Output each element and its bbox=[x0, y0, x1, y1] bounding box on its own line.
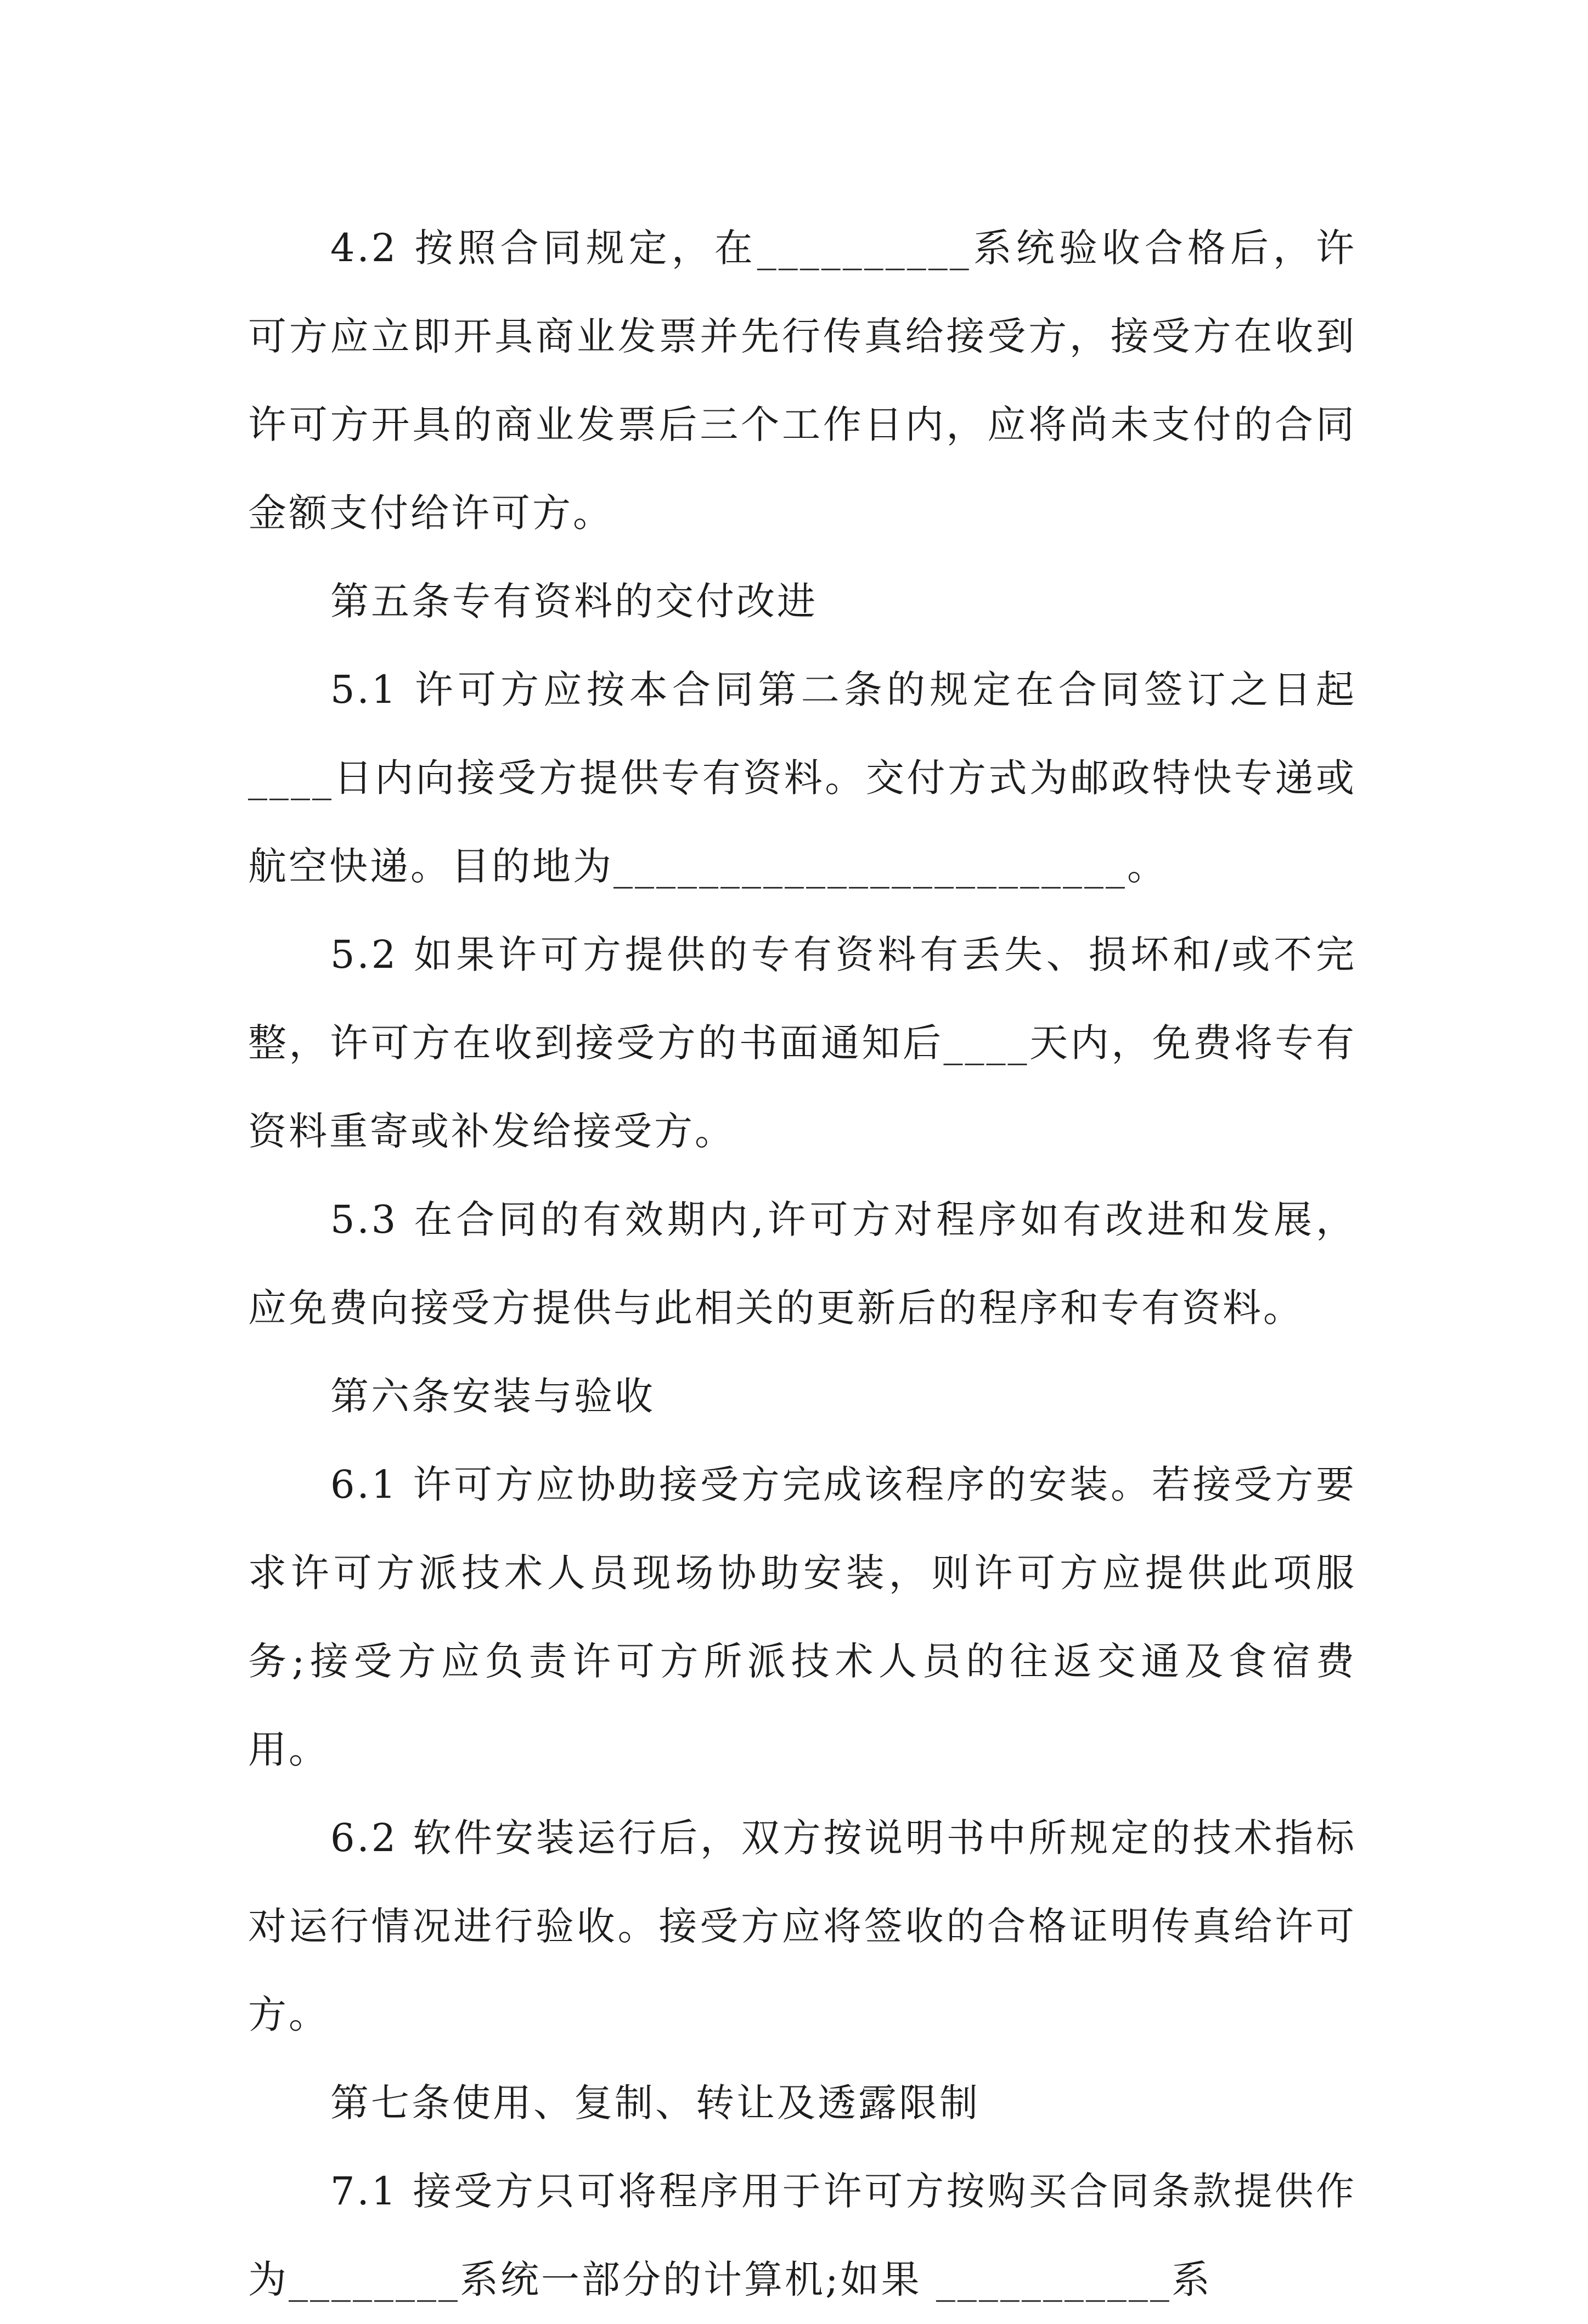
clause-7-1: 7.1 接受方只可将程序用于许可方按购买合同条款提供作为________系统一部分的计算机;如果 ___________系 bbox=[248, 2169, 1356, 2302]
article-6-heading: 第六条安装与验收 bbox=[330, 1374, 655, 1419]
article-5-heading: 第五条专有资料的交付改进 bbox=[330, 579, 818, 624]
clause-6-2: 6.2 软件安装运行后，双方按说明书中所规定的技术指标对运行情况进行验收。接受方应将签收的合格证明传真给许可方。 bbox=[248, 1815, 1356, 2037]
article-7-heading: 第七条使用、复制、转让及透露限制 bbox=[330, 2080, 980, 2125]
clause-5-2: 5.2 如果许可方提供的专有资料有丢失、损坏和/或不完整，许可方在收到接受方的书面通知后____天内，免费将专有资料重寄或补发给接受方。 bbox=[248, 932, 1356, 1154]
clause-5-3: 5.3 在合同的有效期内,许可方对程序如有改进和发展，应免费向接受方提供与此相关的更新后的程序和专有资料。 bbox=[248, 1197, 1356, 1330]
contract-text bbox=[248, 204, 1356, 2324]
clause-4-2: 4.2 按照合同规定，在__________系统验收合格后，许可方应立即开具商业发票并先行传真给接受方，接受方在收到许可方开具的商业发票后三个工作日内，应将尚未支付的合同金额支付给许可方。 bbox=[248, 225, 1356, 535]
clause-6-1: 6.1 许可方应协助接受方完成该程序的安装。若接受方要求许可方派技术人员现场协助安装，则许可方应提供此项服务;接受方应负责许可方所派技术人员的往返交通及食宿费用。 bbox=[248, 1462, 1356, 1772]
clause-5-1: 5.1 许可方应按本合同第二条的规定在合同签订之日起____日内向接受方提供专有资料。交付方式为邮政特快专递或航空快递。目的地为________________________。 bbox=[248, 667, 1356, 889]
